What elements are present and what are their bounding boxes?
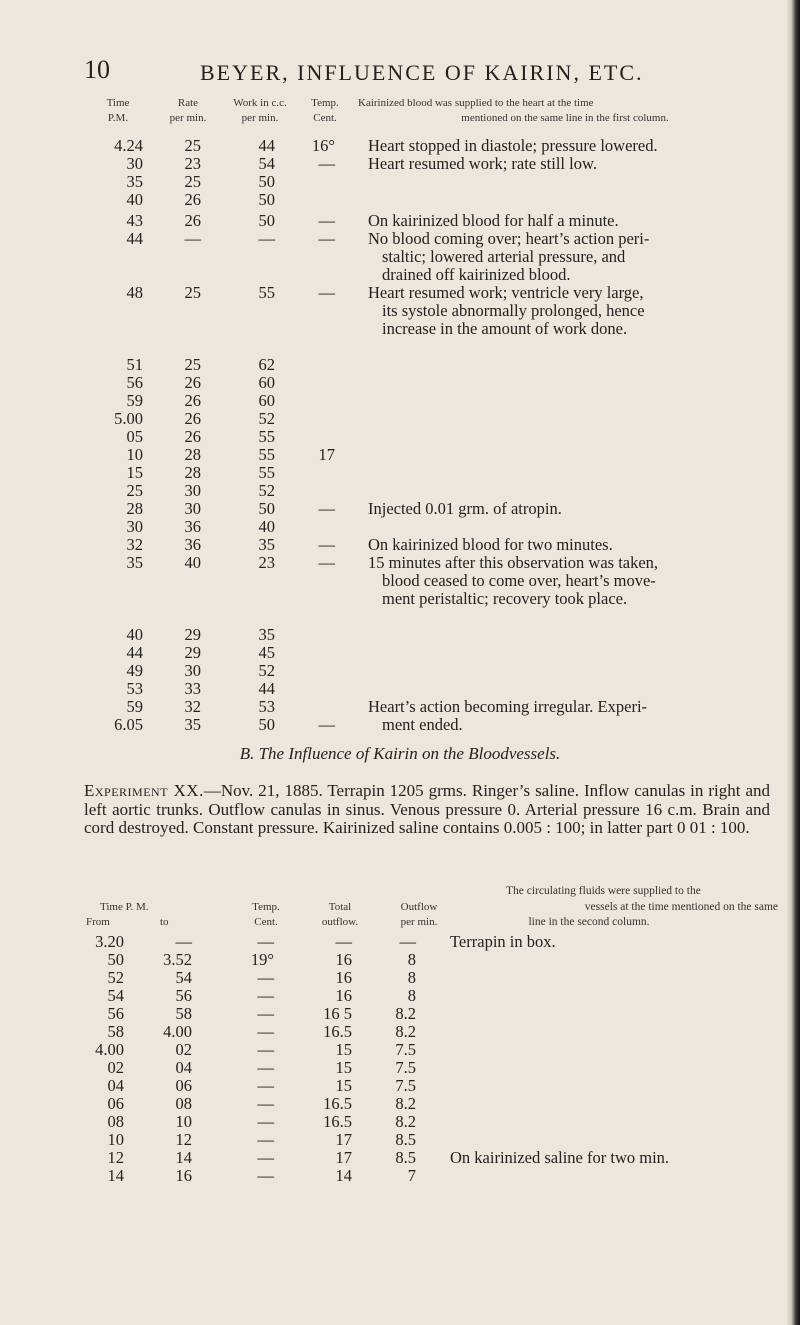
- experiment-text: —Nov. 21, 1885. Terrapin 1205 grms. Ringer’s saline. Inflow canulas in right and left aortic trunks. Outflow canulas in sinus. Venous pressure 0. Arterial pressure 16 c.m. Brain and cord destroyed. Constant pressure. Kairinized saline contains 0.005 : 100; in latter part 0 01 : 100.: [84, 781, 770, 838]
- t1-header-time: Time: [106, 97, 130, 109]
- cell-work: 35: [258, 625, 275, 644]
- t2-header-temp: Temp.: [252, 901, 280, 913]
- table-row: [0, 356, 800, 374]
- cell-rate: 29: [184, 643, 201, 662]
- table-row: [0, 987, 800, 1005]
- table-row: [0, 446, 800, 464]
- cell-from: 52: [107, 968, 124, 987]
- cell-time: 6.05: [114, 715, 143, 734]
- cell-temp: —: [257, 986, 274, 1005]
- cell-temp: 16°: [311, 136, 335, 155]
- cell-time: 59: [126, 697, 143, 716]
- running-head: BEYER, INFLUENCE OF KAIRIN, ETC.: [200, 60, 644, 85]
- cell-time: 48: [126, 283, 143, 302]
- cell-temp: 17: [318, 445, 335, 464]
- t2-header-to: to: [160, 916, 169, 928]
- cell-work: 23: [258, 553, 275, 572]
- cell-rate: —: [184, 229, 201, 248]
- cell-from: 08: [107, 1112, 124, 1131]
- cell-total: 16: [335, 968, 352, 987]
- cell-time: 4.24: [114, 136, 143, 155]
- cell-time: 44: [126, 229, 143, 248]
- cell-from: 56: [107, 1004, 124, 1023]
- t1-note-r18-l2: blood ceased to come over, heart’s move-: [382, 571, 656, 590]
- cell-work: 55: [258, 463, 275, 482]
- cell-work: 54: [258, 154, 275, 173]
- cell-rate: 40: [184, 553, 201, 572]
- t2-header-time: Time P. M.: [100, 901, 149, 913]
- cell-to: 14: [175, 1148, 192, 1167]
- cell-temp: —: [318, 715, 335, 734]
- cell-time: 15: [126, 463, 143, 482]
- cell-work: 35: [258, 535, 275, 554]
- t2-header-remarks-line3: line in the second column.: [528, 916, 650, 928]
- table-row: [0, 951, 800, 969]
- cell-to: 4.00: [163, 1022, 192, 1041]
- cell-from: 50: [107, 950, 124, 969]
- cell-rate: 35: [184, 715, 201, 734]
- cell-outflow: 7.5: [395, 1058, 416, 1077]
- cell-rate: 36: [184, 517, 201, 536]
- cell-outflow: 8.2: [395, 1004, 416, 1023]
- cell-temp: —: [257, 968, 274, 987]
- t2-header-outflow-unit: per min.: [400, 916, 438, 928]
- cell-outflow: 8.5: [395, 1130, 416, 1149]
- cell-to: 58: [175, 1004, 192, 1023]
- cell-outflow: 7: [407, 1166, 416, 1185]
- cell-time: 59: [126, 391, 143, 410]
- cell-rate: 28: [184, 445, 201, 464]
- cell-time: 40: [126, 625, 143, 644]
- cell-temp: —: [318, 229, 335, 248]
- t2-header-outflow: Outflow: [400, 901, 438, 913]
- cell-temp: —: [257, 1130, 274, 1149]
- cell-from: 02: [107, 1058, 124, 1077]
- cell-time: 28: [126, 499, 143, 518]
- cell-temp: —: [318, 283, 335, 302]
- section-title: The Influence of Kairin on the Bloodvessels.: [258, 744, 561, 763]
- table-row: [0, 428, 800, 446]
- cell-total: —: [335, 932, 352, 951]
- cell-rate: 33: [184, 679, 201, 698]
- cell-total: 15: [335, 1076, 352, 1095]
- cell-outflow: —: [399, 932, 416, 951]
- cell-note: On kairinized saline for two min.: [450, 1148, 670, 1167]
- cell-outflow: 7.5: [395, 1040, 416, 1059]
- table-row: [0, 644, 800, 662]
- experiment-paragraph: [84, 782, 770, 838]
- cell-outflow: 7.5: [395, 1076, 416, 1095]
- cell-work: 53: [258, 697, 275, 716]
- cell-rate: 25: [184, 172, 201, 191]
- t2-header-temp-unit: Cent.: [254, 916, 278, 928]
- cell-rate: 30: [184, 481, 201, 500]
- cell-time: 49: [126, 661, 143, 680]
- cell-total: 16 5: [323, 1004, 352, 1023]
- table-row: [0, 518, 800, 536]
- table-row: [0, 392, 800, 410]
- table-row: [0, 1167, 800, 1185]
- t2-header-total: Total: [328, 901, 352, 913]
- cell-work: 55: [258, 427, 275, 446]
- table-row: [0, 662, 800, 680]
- table-row: [0, 626, 800, 644]
- cell-time: 05: [126, 427, 143, 446]
- cell-from: 10: [107, 1130, 124, 1149]
- cell-total: 16: [335, 950, 352, 969]
- t1-header-work: Work in c.c.: [233, 97, 287, 109]
- cell-work: 44: [258, 679, 275, 698]
- cell-time: 35: [126, 172, 143, 191]
- cell-time: 51: [126, 355, 143, 374]
- t1-header-remarks-line2: mentioned on the same line in the first column.: [461, 112, 669, 124]
- cell-outflow: 8.2: [395, 1112, 416, 1131]
- cell-total: 14: [335, 1166, 352, 1185]
- cell-to: 56: [175, 986, 192, 1005]
- cell-work: 50: [258, 172, 275, 191]
- cell-time: 43: [126, 211, 143, 230]
- cell-temp: —: [318, 154, 335, 173]
- cell-rate: 30: [184, 661, 201, 680]
- cell-work: 60: [258, 391, 275, 410]
- cell-temp: —: [257, 1058, 274, 1077]
- cell-total: 17: [335, 1148, 352, 1167]
- cell-temp: —: [257, 1094, 274, 1113]
- cell-outflow: 8: [407, 950, 416, 969]
- cell-temp: —: [318, 211, 335, 230]
- cell-temp: —: [257, 1040, 274, 1059]
- cell-outflow: 8: [407, 986, 416, 1005]
- table-row: [0, 191, 800, 209]
- cell-work: 52: [258, 409, 275, 428]
- cell-rate: 30: [184, 499, 201, 518]
- cell-rate: 26: [184, 211, 201, 230]
- cell-rate: 28: [184, 463, 201, 482]
- t2-header-remarks-line1: The circulating fluids were supplied to the: [506, 885, 701, 897]
- cell-outflow: 8.2: [395, 1022, 416, 1041]
- cell-work: 52: [258, 661, 275, 680]
- cell-work: 45: [258, 643, 275, 662]
- cell-temp: —: [318, 553, 335, 572]
- table-row: [0, 1059, 800, 1077]
- cell-work: 50: [258, 499, 275, 518]
- cell-temp: —: [257, 1166, 274, 1185]
- experiment-label: Experiment XX.: [84, 781, 204, 800]
- cell-time: 53: [126, 679, 143, 698]
- cell-work: 55: [258, 445, 275, 464]
- table-row: [0, 1077, 800, 1095]
- cell-rate: 26: [184, 190, 201, 209]
- cell-to: 08: [175, 1094, 192, 1113]
- cell-temp: —: [257, 1076, 274, 1095]
- cell-total: 16.5: [323, 1112, 352, 1131]
- table-row: [0, 173, 800, 191]
- t1-note-r17-l1: On kairinized blood for two minutes.: [368, 535, 613, 554]
- t2-header-total-unit: outflow.: [321, 916, 359, 928]
- t2-header-remarks-line2: vessels at the time mentioned on the same: [584, 901, 778, 913]
- table-row: [0, 374, 800, 392]
- cell-rate: 25: [184, 283, 201, 302]
- cell-outflow: 8: [407, 968, 416, 987]
- t1-note-r1-l1: Heart resumed work; rate still low.: [368, 154, 597, 173]
- t1-note-r6-l1: Heart resumed work; ventricle very large,: [368, 283, 644, 302]
- t1-header-time-unit: P.M.: [107, 112, 129, 124]
- t1-note-r24-l1: Heart’s action becoming irregular. Experi-: [368, 697, 648, 716]
- cell-outflow: 8.2: [395, 1094, 416, 1113]
- cell-time: 56: [126, 373, 143, 392]
- table-row: [0, 464, 800, 482]
- cell-to: 16: [175, 1166, 192, 1185]
- table-row: [0, 969, 800, 987]
- table-row: [0, 1131, 800, 1149]
- cell-total: 17: [335, 1130, 352, 1149]
- t1-header-work-unit: per min.: [241, 112, 279, 124]
- cell-time: 44: [126, 643, 143, 662]
- cell-rate: 26: [184, 391, 201, 410]
- cell-temp: —: [257, 1022, 274, 1041]
- page-number: 10: [84, 55, 110, 84]
- cell-to: 12: [175, 1130, 192, 1149]
- t1-note-r6-l2: its systole abnormally prolonged, hence: [382, 301, 645, 320]
- cell-time: 40: [126, 190, 143, 209]
- cell-rate: 32: [184, 697, 201, 716]
- t1-note-r5-l3: drained off kairinized blood.: [382, 265, 571, 284]
- cell-work: 40: [258, 517, 275, 536]
- cell-outflow: 8.5: [395, 1148, 416, 1167]
- t1-header-remarks-line1: Kairinized blood was supplied to the heart at the time: [358, 97, 594, 109]
- cell-to: —: [175, 932, 192, 951]
- cell-from: 04: [107, 1076, 124, 1095]
- cell-total: 16.5: [323, 1022, 352, 1041]
- cell-temp: —: [257, 1112, 274, 1131]
- cell-temp: —: [257, 1004, 274, 1023]
- cell-time: 10: [126, 445, 143, 464]
- t1-header-temp: Temp.: [311, 97, 339, 109]
- cell-from: 14: [107, 1166, 124, 1185]
- t1-note-r24-l2: ment ended.: [382, 715, 463, 734]
- table-row: [0, 410, 800, 428]
- cell-from: 54: [107, 986, 124, 1005]
- cell-to: 02: [175, 1040, 192, 1059]
- cell-from: 3.20: [95, 932, 124, 951]
- t1-note-r0-l1: Heart stopped in diastole; pressure lowered.: [368, 136, 658, 155]
- cell-total: 15: [335, 1040, 352, 1059]
- t1-note-r5-l1: No blood coming over; heart’s action peri-: [368, 229, 650, 248]
- cell-from: 58: [107, 1022, 124, 1041]
- t1-note-r15-l1: Injected 0.01 grm. of atropin.: [368, 499, 562, 518]
- cell-time: 5.00: [114, 409, 143, 428]
- cell-temp: —: [257, 932, 274, 951]
- cell-rate: 26: [184, 373, 201, 392]
- cell-to: 3.52: [163, 950, 192, 969]
- section-heading: [0, 744, 800, 764]
- cell-work: 52: [258, 481, 275, 500]
- cell-total: 15: [335, 1058, 352, 1077]
- cell-rate: 25: [184, 355, 201, 374]
- cell-to: 04: [175, 1058, 192, 1077]
- cell-temp: 19°: [250, 950, 274, 969]
- t1-header-rate-unit: per min.: [169, 112, 207, 124]
- cell-total: 16: [335, 986, 352, 1005]
- cell-work: 50: [258, 715, 275, 734]
- t1-note-r6-l3: increase in the amount of work done.: [382, 319, 628, 338]
- cell-time: 35: [126, 553, 143, 572]
- cell-rate: 26: [184, 427, 201, 446]
- cell-rate: 36: [184, 535, 201, 554]
- table-row: [0, 1023, 800, 1041]
- cell-work: 62: [258, 355, 275, 374]
- t1-note-r18-l1: 15 minutes after this observation was taken,: [368, 553, 659, 572]
- table-row: [0, 1113, 800, 1131]
- cell-work: 55: [258, 283, 275, 302]
- cell-time: 32: [126, 535, 143, 554]
- t1-header-temp-unit: Cent.: [313, 112, 337, 124]
- cell-from: 4.00: [95, 1040, 124, 1059]
- cell-temp: —: [318, 499, 335, 518]
- cell-from: 06: [107, 1094, 124, 1113]
- cell-from: 12: [107, 1148, 124, 1167]
- table-row: [0, 482, 800, 500]
- cell-work: 50: [258, 190, 275, 209]
- cell-to: 10: [175, 1112, 192, 1131]
- cell-work: —: [258, 229, 275, 248]
- cell-rate: 25: [184, 136, 201, 155]
- cell-time: 25: [126, 481, 143, 500]
- cell-temp: —: [318, 535, 335, 554]
- table-row: [0, 1149, 800, 1167]
- cell-to: 06: [175, 1076, 192, 1095]
- cell-work: 50: [258, 211, 275, 230]
- table-row: [0, 1041, 800, 1059]
- cell-time: 30: [126, 154, 143, 173]
- cell-rate: 23: [184, 154, 201, 173]
- cell-note: Terrapin in box.: [450, 932, 556, 951]
- cell-time: 30: [126, 517, 143, 536]
- t2-header-from: From: [86, 916, 110, 928]
- table-row: [0, 933, 800, 951]
- section-label: B.: [239, 744, 255, 763]
- table-row: [0, 1005, 800, 1023]
- cell-temp: —: [257, 1148, 274, 1167]
- cell-rate: 29: [184, 625, 201, 644]
- table-row: [0, 680, 800, 698]
- t1-note-r4-l1: On kairinized blood for half a minute.: [368, 211, 619, 230]
- t1-note-r18-l3: ment peristaltic; recovery took place.: [382, 589, 628, 608]
- cell-work: 44: [258, 136, 275, 155]
- table-row: [0, 1095, 800, 1113]
- cell-rate: 26: [184, 409, 201, 428]
- t1-note-r5-l2: staltic; lowered arterial pressure, and: [382, 247, 626, 266]
- cell-to: 54: [175, 968, 192, 987]
- cell-work: 60: [258, 373, 275, 392]
- t1-header-rate: Rate: [177, 97, 199, 109]
- cell-total: 16.5: [323, 1094, 352, 1113]
